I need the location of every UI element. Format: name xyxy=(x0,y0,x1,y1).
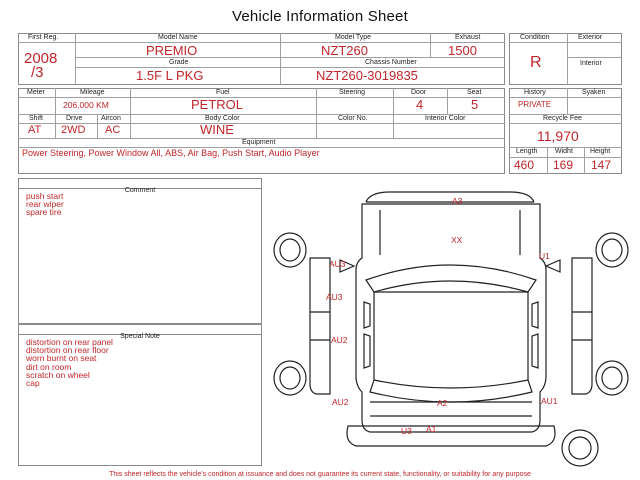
width-value: 169 xyxy=(553,158,574,172)
shift-value: AT xyxy=(28,124,42,136)
damage-mark-front: A3 xyxy=(452,196,463,206)
spare-tire xyxy=(562,430,598,466)
length-label: Length xyxy=(516,148,538,155)
first-reg-month: /3 xyxy=(31,64,44,81)
condition-label: Condition xyxy=(520,34,550,41)
damage-mark-left-rear-quarter: AU2 xyxy=(332,397,349,407)
steering-label: Steering xyxy=(339,89,366,96)
drive-label: Drive xyxy=(66,115,83,122)
seat-label: Seat xyxy=(467,89,482,96)
special-note-line: worn burnt on seat xyxy=(26,353,97,364)
exterior-label: Exterior xyxy=(578,34,603,41)
page-title: Vehicle Information Sheet xyxy=(232,8,408,25)
equipment-value: Power Steering, Power Window All, ABS, Air Bag, Push Start, Audio Player xyxy=(22,148,320,158)
comment-box xyxy=(18,178,262,324)
damage-mark-right-rear-quarter: AU1 xyxy=(541,396,558,406)
fuel-label: Fuel xyxy=(216,89,230,96)
mileage-label: Mileage xyxy=(80,89,105,96)
door-value: 4 xyxy=(416,97,424,112)
exhaust-label: Exhaust xyxy=(455,34,481,41)
chassis-label: Chassis Number xyxy=(365,59,417,66)
damage-mark-left-rear-door: AU2 xyxy=(331,335,348,345)
meter-label: Meter xyxy=(27,89,45,96)
shift-label: Shift xyxy=(29,115,44,122)
special-note-line: cap xyxy=(26,378,40,389)
model-name-label: Model Name xyxy=(158,34,198,41)
windshield xyxy=(366,265,536,292)
front-right-wheel xyxy=(596,233,628,267)
comment-label: Comment xyxy=(124,187,156,194)
history-label: History xyxy=(524,89,546,96)
drive-value: 2WD xyxy=(61,124,86,136)
special-note-line: distortion on rear panel xyxy=(26,337,113,347)
damage-mark-roof: XX xyxy=(451,235,463,245)
recycle-fee-label: Recycle Fee xyxy=(543,115,582,122)
history-value: PRIVATE xyxy=(518,100,552,109)
grade-label: Grade xyxy=(169,59,189,66)
disclaimer-footer: This sheet reflects the vehicle's condition at issuance and does not guarantee its current state, functionality, or suitability for any purpose xyxy=(109,471,531,478)
seat-value: 5 xyxy=(471,97,479,112)
recycle-fee-value: 11,970 xyxy=(537,128,579,144)
interior-label: Interior xyxy=(580,60,602,67)
syaken-label: Syaken xyxy=(582,89,606,96)
special-note-label: Special Note xyxy=(120,333,160,340)
exhaust-value: 1500 xyxy=(448,43,477,58)
equipment-label: Equipment xyxy=(242,139,276,146)
car-damage-diagram xyxy=(270,180,630,470)
damage-mark-left-front-door: AU3 xyxy=(326,292,343,302)
rear-right-wheel xyxy=(596,361,628,395)
damage-mark-right-front-fender: U1 xyxy=(539,251,550,261)
damage-mark-trunk: A2 xyxy=(437,398,448,408)
aircon-label: Aircon xyxy=(101,115,121,122)
special-note-box xyxy=(18,324,262,466)
front-bumper xyxy=(366,192,534,202)
right-side-panel xyxy=(572,258,592,394)
interior-color-label: Interior Color xyxy=(425,115,466,122)
condition-value: R xyxy=(530,54,542,71)
first-reg-year: 2008 xyxy=(24,50,58,67)
model-name-value: PREMIO xyxy=(146,43,198,58)
color-no-label: Color No. xyxy=(338,115,368,122)
model-type-label: Model Type xyxy=(335,34,372,41)
width-label: Widht xyxy=(555,148,573,155)
special-note-line: scratch on wheel xyxy=(26,369,90,380)
special-note-line: dirt on room xyxy=(26,361,72,372)
mileage-value: 206,000 KM xyxy=(63,100,109,110)
chassis-value: NZT260-3019835 xyxy=(316,68,418,83)
model-type-value: NZT260 xyxy=(321,43,368,58)
height-label: Height xyxy=(590,148,611,155)
damage-mark-rear-bumper-left: U3 xyxy=(401,426,412,436)
rear-window xyxy=(370,380,532,402)
door-label: Door xyxy=(411,89,427,96)
aircon-value: AC xyxy=(105,124,121,136)
comment-line: push start xyxy=(26,191,64,201)
fuel-value: PETROL xyxy=(191,97,244,112)
front-left-wheel xyxy=(274,233,306,267)
damage-mark-rear-bumper-right: A1 xyxy=(426,424,437,434)
damage-mark-left-front-fender: AU3 xyxy=(329,259,346,269)
left-side-panel xyxy=(310,258,330,394)
grade-value: 1.5F L PKG xyxy=(136,68,204,83)
comment-line: rear wiper xyxy=(26,199,64,210)
height-value: 147 xyxy=(591,158,612,172)
length-value: 460 xyxy=(514,158,535,172)
body-color-label: Body Color xyxy=(205,115,240,122)
comment-line: spare tire xyxy=(26,207,62,218)
body-color-value: WINE xyxy=(200,122,234,137)
special-note-line: distortion on rear floor xyxy=(26,345,109,356)
info-block-top xyxy=(18,33,505,85)
rear-bumper xyxy=(347,426,555,446)
first-reg-label: First Reg. xyxy=(28,34,59,41)
rear-left-wheel xyxy=(274,361,306,395)
